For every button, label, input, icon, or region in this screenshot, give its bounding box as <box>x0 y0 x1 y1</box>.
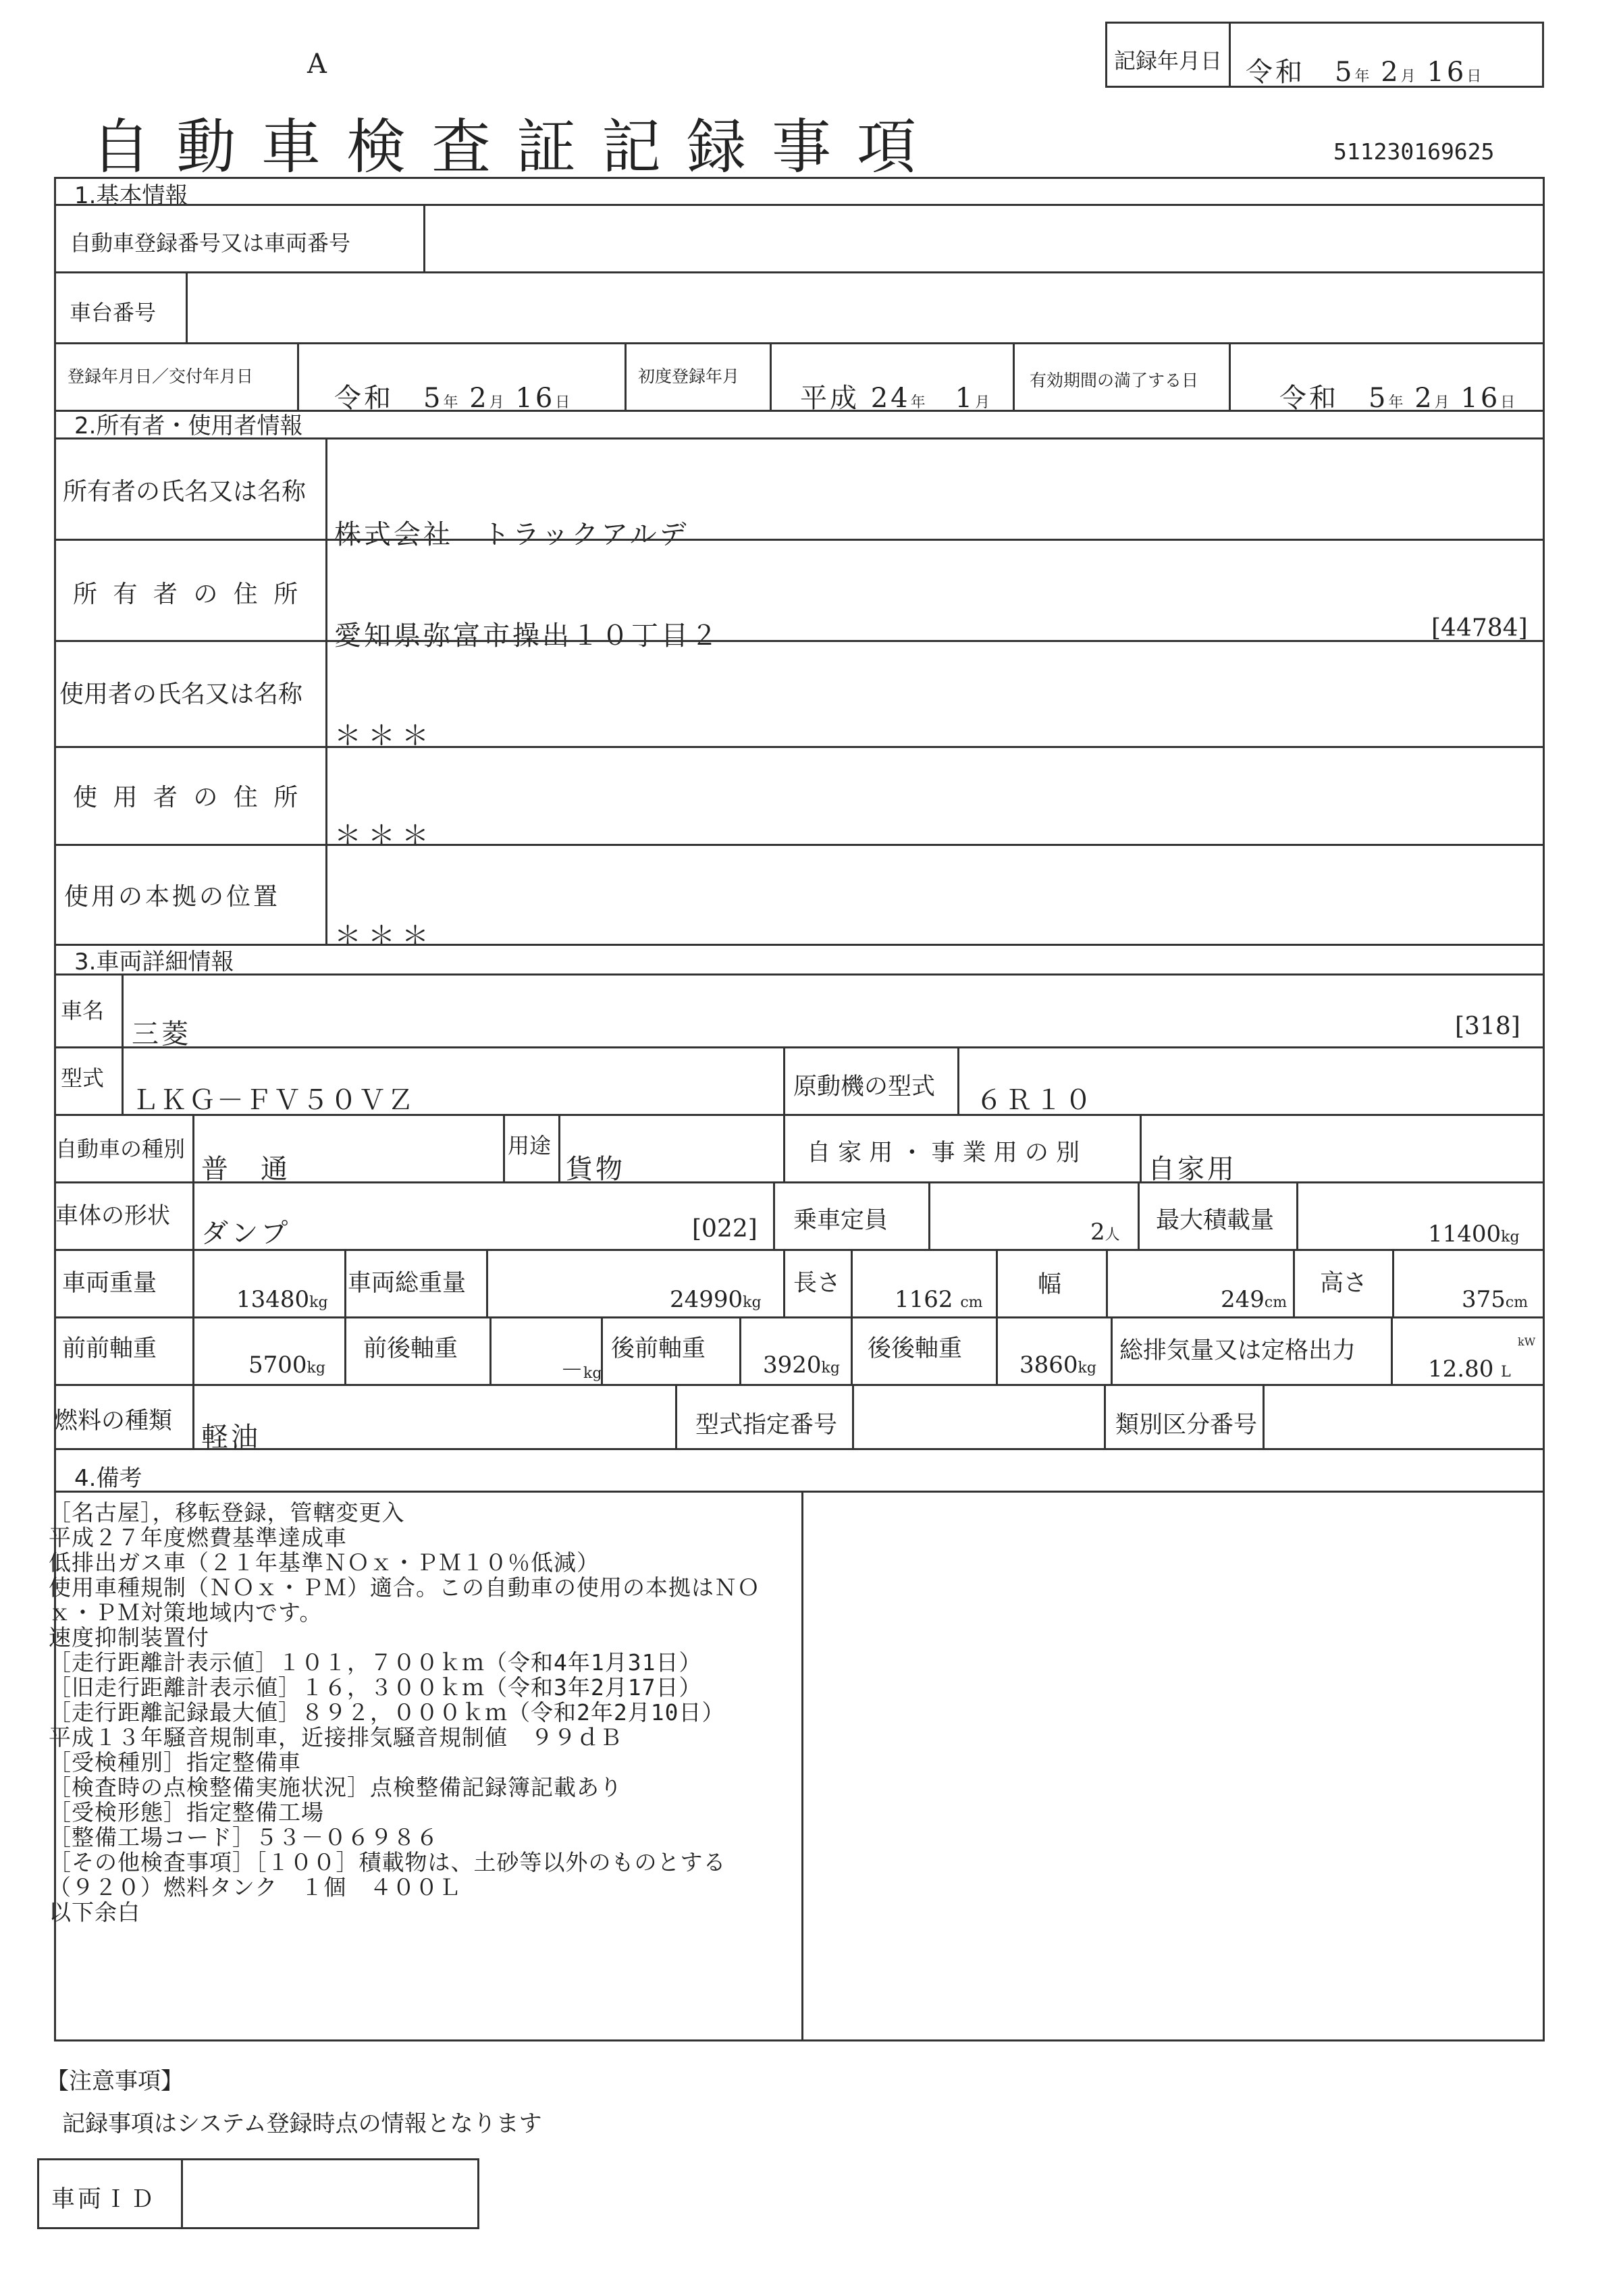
remarks-line: ［その他検査事項］［１００］積載物は、土砂等以外のものとする <box>49 1849 726 1875</box>
height-value: 375cm <box>1462 1286 1529 1313</box>
owner-name-label: 所有者の氏名又は名称 <box>63 478 307 506</box>
gross-label: 車両総重量 <box>348 1270 467 1297</box>
max-load-label: 最大積載量 <box>1156 1207 1275 1234</box>
ff-axle-value: 5700kg <box>248 1352 325 1379</box>
section-vehicle-title: 3.車両詳細情報 <box>74 949 234 976</box>
vehicle-id-box <box>37 2158 479 2229</box>
first-reg-value: 平成 24年 1月 <box>800 383 990 414</box>
mark-a: A <box>307 49 327 80</box>
owner-addr-code: [44784] <box>1431 614 1528 642</box>
remarks-line: 速度抑制装置付 <box>49 1624 209 1651</box>
kind-label: 自動車の種別 <box>55 1136 186 1162</box>
section-owner-title: 2.所有者・使用者情報 <box>74 412 303 439</box>
expiry-label: 有効期間の満了する日 <box>1030 371 1199 390</box>
user-name-value: ＊＊＊ <box>334 720 435 751</box>
model-value: ＬＫＧ－ＦＶ５０ＶＺ <box>132 1085 415 1116</box>
section-remarks-title: 4.備考 <box>74 1465 142 1492</box>
base-value: ＊＊＊ <box>334 921 435 952</box>
height-label: 高さ <box>1320 1270 1368 1297</box>
notes-title: 【注意事項】 <box>46 2068 184 2095</box>
gross-value: 24990kg <box>670 1286 762 1313</box>
rf-axle-label: 後前軸重 <box>611 1335 706 1362</box>
user-addr-label: 使 用 者 の 住 所 <box>73 784 302 811</box>
class-label: 類別区分番号 <box>1115 1412 1258 1439</box>
remarks-line: ［受検種別］指定整備車 <box>49 1749 301 1776</box>
fuel-label: 燃料の種類 <box>54 1408 173 1435</box>
owner-addr-value: 愛知県弥富市操出１０丁目２ <box>334 620 720 651</box>
record-date-box <box>1105 22 1544 88</box>
remarks-line: （９２０）燃料タンク １個 ４００Ｌ <box>49 1874 462 1900</box>
user-addr-value: ＊＊＊ <box>334 820 435 851</box>
remarks-text <box>49 1500 798 1925</box>
rr-axle-value: 3860kg <box>1019 1352 1096 1379</box>
first-reg-label: 初度登録年月 <box>638 367 740 386</box>
doc-number: 511230169625 <box>1333 138 1495 165</box>
weight-value: 13480kg <box>236 1286 328 1313</box>
remarks-line: ［走行距離計表示値］１０１，７００ｋｍ（令和4年1月31日） <box>49 1649 702 1676</box>
engine-label: 原動機の型式 <box>793 1073 936 1100</box>
chassis-label: 車台番号 <box>70 300 157 325</box>
use-label: 用途 <box>508 1133 552 1158</box>
notes-text: 記録事項はシステム登録時点の情報となります <box>62 2110 542 2137</box>
owner-name-value: 株式会社 トラックアルデ <box>334 519 689 550</box>
car-name-label: 車名 <box>61 998 105 1023</box>
base-label: 使用の本拠の位置 <box>64 883 281 911</box>
reg-date-label: 登録年月日／交付年月日 <box>68 367 254 386</box>
record-date-label: 記録年月日 <box>1114 48 1223 74</box>
disp-unit-top: kW <box>1518 1335 1536 1348</box>
use-value: 貨物 <box>566 1154 625 1185</box>
disp-value: 12.80 L <box>1428 1356 1511 1383</box>
car-name-value: 三菱 <box>132 1019 191 1050</box>
expiry-value: 令和 5年 2月 16日 <box>1279 383 1516 414</box>
remarks-line: 低排出ガス車（２１年基準ＮＯｘ・ＰＭ１０％低減） <box>49 1549 600 1576</box>
disp-label: 総排気量又は定格出力 <box>1119 1337 1356 1364</box>
remarks-line: ［受検形態］指定整備工場 <box>49 1799 324 1825</box>
private-label: 自 家 用 ・ 事 業 用 の 別 <box>807 1140 1080 1167</box>
model-label: 型式 <box>61 1065 105 1091</box>
engine-value: ６Ｒ１０ <box>976 1085 1094 1116</box>
remarks-line: ［検査時の点検整備実施状況］点検整備記録簿記載あり <box>49 1774 622 1800</box>
body-value: ダンプ <box>201 1218 291 1249</box>
remarks-line: ［走行距離記録最大値］８９２，０００ｋｍ（令和2年2月10日） <box>49 1699 725 1726</box>
remarks-line: 平成１３年騒音規制車，近接排気騒音規制値 ９９ｄＢ <box>49 1724 622 1751</box>
capacity-label: 乗車定員 <box>793 1207 888 1234</box>
remarks-line: ［旧走行距離計表示値］１６，３００ｋｍ（令和3年2月17日） <box>49 1674 702 1701</box>
ff-axle-label: 前前軸重 <box>62 1335 157 1362</box>
remarks-line: 以下余白 <box>49 1899 140 1925</box>
kind-value: 普 通 <box>201 1154 290 1185</box>
weight-label: 車両重量 <box>62 1270 157 1297</box>
remarks-line: ｘ・ＰＭ対策地域内です。 <box>49 1599 323 1626</box>
fr-axle-value: －kg <box>560 1357 602 1384</box>
rf-axle-value: 3920kg <box>763 1352 840 1379</box>
user-name-label: 使用者の氏名又は名称 <box>59 680 303 708</box>
body-label: 車体の形状 <box>55 1202 170 1229</box>
reg-number-label: 自動車登録番号又は車両番号 <box>70 230 351 256</box>
owner-addr-label: 所 有 者 の 住 所 <box>73 581 302 608</box>
remarks-line: 使用車種規制（ＮＯｘ・ＰＭ）適合。この自動車の使用の本拠はＮＯ <box>49 1574 760 1601</box>
width-label: 幅 <box>1038 1271 1062 1298</box>
width-value: 249cm <box>1221 1286 1288 1313</box>
fr-axle-label: 前後軸重 <box>363 1335 458 1362</box>
remarks-line: 平成２７年度燃費基準達成車 <box>49 1524 347 1551</box>
fuel-value: 軽油 <box>201 1422 261 1453</box>
max-load-value: 11400kg <box>1428 1221 1520 1248</box>
section-basic-title: 1.基本情報 <box>74 182 188 209</box>
length-label: 長さ <box>793 1270 841 1297</box>
remarks-line: ［名古屋］，移転登録，管轄変更入 <box>49 1499 405 1526</box>
reg-date-value: 令和 5年 2月 16日 <box>334 383 570 414</box>
remarks-line: ［整備工場コード］５３－０６９８６ <box>49 1824 439 1850</box>
vehicle-id-label: 車両ＩＤ <box>51 2186 157 2213</box>
length-value: 1162 cm <box>895 1286 983 1313</box>
type-desig-label: 型式指定番号 <box>695 1412 838 1439</box>
rr-axle-label: 後後軸重 <box>868 1335 963 1362</box>
car-name-code: [318] <box>1455 1013 1520 1040</box>
capacity-value: 2人 <box>1090 1219 1120 1246</box>
record-date-value: 令和 5年 2月 16日 <box>1246 57 1482 88</box>
document-title: 自動車検査証記録事項 <box>91 112 943 182</box>
private-value: 自家用 <box>1148 1154 1237 1185</box>
body-code: [022] <box>692 1215 758 1243</box>
